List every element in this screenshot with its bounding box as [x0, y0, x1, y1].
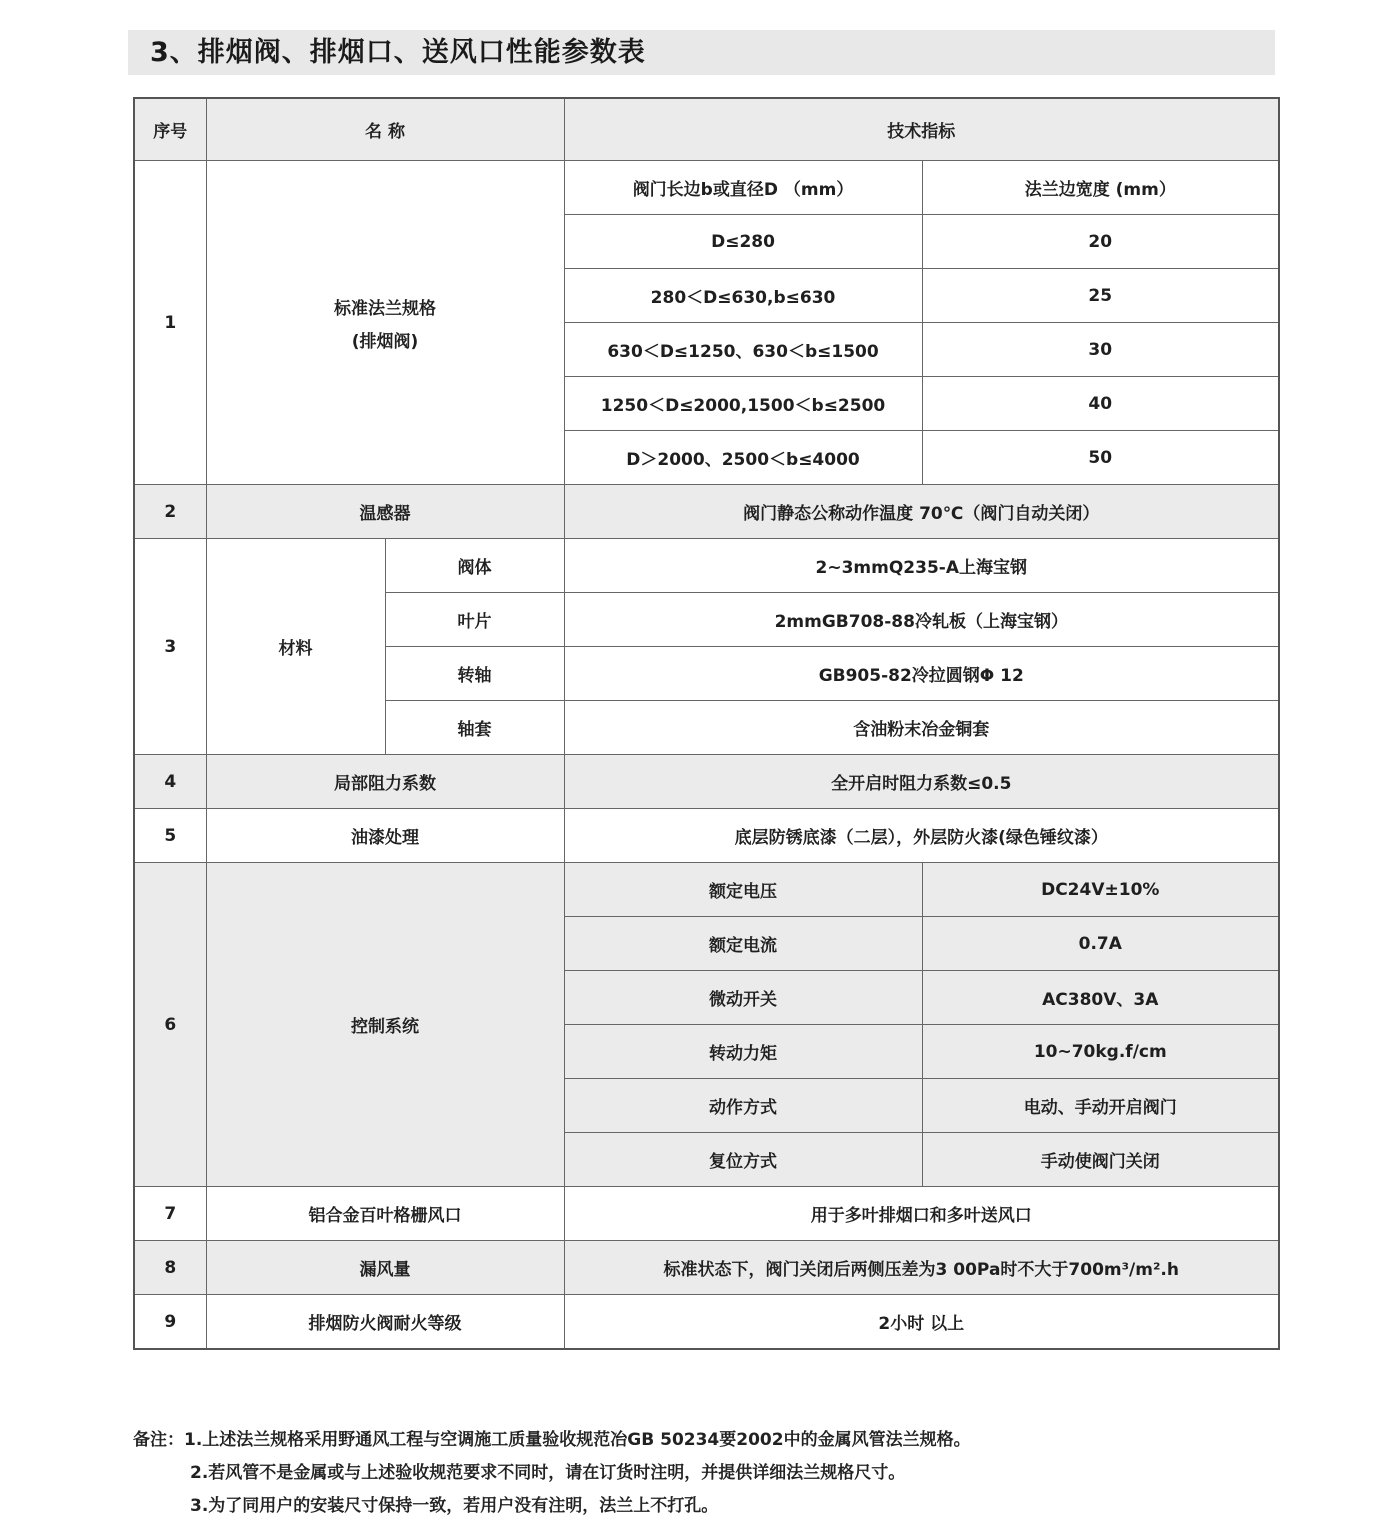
row-name: 温感器 — [206, 485, 564, 539]
flange-width: 40 — [922, 377, 1279, 431]
section-title-bar — [128, 30, 1275, 75]
control-param: 动作方式 — [564, 1079, 922, 1133]
subheader-width: 法兰边宽度 (mm） — [922, 161, 1279, 215]
row-name: 排烟防火阀耐火等级 — [206, 1295, 564, 1350]
material-part: 阀体 — [385, 539, 564, 593]
material-part: 转轴 — [385, 647, 564, 701]
note-text: 1.上述法兰规格采用野通风工程与空调施工质量验收规范冶GB 50234要2002中的金属风管法兰规格。 — [184, 1430, 971, 1450]
control-value: 手动使阀门关闭 — [922, 1133, 1279, 1187]
notes-label: 备注： — [133, 1430, 184, 1450]
row-name-line1: 标准法兰规格 — [334, 298, 436, 319]
flange-width: 20 — [922, 215, 1279, 269]
material-part: 叶片 — [385, 593, 564, 647]
control-value: AC380V、3A — [922, 971, 1279, 1025]
table-row — [134, 161, 1279, 215]
row-name — [206, 161, 564, 485]
flange-width: 50 — [922, 431, 1279, 485]
material-spec: 2mmGB708-88冷轧板（上海宝钢） — [564, 593, 1279, 647]
row-name: 控制系统 — [206, 863, 564, 1187]
material-spec: 2~3mmQ235-A上海宝钢 — [564, 539, 1279, 593]
table-row — [134, 1241, 1279, 1295]
control-value: 电动、手动开启阀门 — [922, 1079, 1279, 1133]
row-name-line2: (排烟阀) — [351, 331, 419, 352]
table-row — [134, 863, 1279, 917]
material-part: 轴套 — [385, 701, 564, 755]
row-spec: 阀门静态公称动作温度 70℃（阀门自动关闭） — [564, 485, 1279, 539]
material-spec: GB905-82冷拉圆钢Φ 12 — [564, 647, 1279, 701]
row-no: 6 — [134, 863, 206, 1187]
control-value: DC24V±10% — [922, 863, 1279, 917]
row-spec: 用于多叶排烟口和多叶送风口 — [564, 1187, 1279, 1241]
flange-range: 280＜D≤630,b≤630 — [564, 269, 922, 323]
flange-range: 630＜D≤1250、630＜b≤1500 — [564, 323, 922, 377]
note-2: 2.若风管不是金属或与上述验收规范要求不同时，请在订货时注明，并提供详细法兰规格尺寸。 — [190, 1463, 906, 1483]
row-spec: 全开启时阻力系数≤0.5 — [564, 755, 1279, 809]
notes-section — [133, 1424, 971, 1523]
control-param: 转动力矩 — [564, 1025, 922, 1079]
flange-width: 30 — [922, 323, 1279, 377]
row-name: 铝合金百叶格栅风口 — [206, 1187, 564, 1241]
performance-parameter-table — [133, 97, 1280, 1350]
flange-range: 1250＜D≤2000,1500＜b≤2500 — [564, 377, 922, 431]
table-row — [134, 1187, 1279, 1241]
row-name: 油漆处理 — [206, 809, 564, 863]
control-param: 复位方式 — [564, 1133, 922, 1187]
row-no: 4 — [134, 755, 206, 809]
row-no: 2 — [134, 485, 206, 539]
control-param: 额定电流 — [564, 917, 922, 971]
note-3: 3.为了同用户的安装尺寸保持一致，若用户没有注明，法兰上不打孔。 — [190, 1496, 719, 1516]
row-no: 8 — [134, 1241, 206, 1295]
header-name: 名 称 — [206, 98, 564, 161]
row-name: 漏风量 — [206, 1241, 564, 1295]
row-no: 9 — [134, 1295, 206, 1350]
table-header-row — [134, 98, 1279, 161]
table-row — [134, 539, 1279, 593]
row-no: 3 — [134, 539, 206, 755]
control-value: 0.7A — [922, 917, 1279, 971]
row-spec: 底层防锈底漆（二层），外层防火漆(绿色锤纹漆） — [564, 809, 1279, 863]
header-spec: 技术指标 — [564, 98, 1279, 161]
control-value: 10~70kg.f/cm — [922, 1025, 1279, 1079]
row-no: 1 — [134, 161, 206, 485]
table-row — [134, 1295, 1279, 1350]
material-spec: 含油粉末冶金铜套 — [564, 701, 1279, 755]
control-param: 微动开关 — [564, 971, 922, 1025]
row-spec: 2小时 以上 — [564, 1295, 1279, 1350]
table-row — [134, 485, 1279, 539]
header-no: 序号 — [134, 98, 206, 161]
note-1 — [133, 1424, 971, 1457]
subheader-range: 阀门长边b或直径D （mm） — [564, 161, 922, 215]
row-spec: 标准状态下，阀门关闭后两侧压差为3 00Pa时不大于700m³/m².h — [564, 1241, 1279, 1295]
row-name: 材料 — [206, 539, 385, 755]
row-no: 5 — [134, 809, 206, 863]
table-row — [134, 809, 1279, 863]
section-title: 3、排烟阀、排烟口、送风口性能参数表 — [150, 37, 646, 68]
control-param: 额定电压 — [564, 863, 922, 917]
flange-width: 25 — [922, 269, 1279, 323]
flange-range: D＞2000、2500＜b≤4000 — [564, 431, 922, 485]
table-row — [134, 755, 1279, 809]
flange-range: D≤280 — [564, 215, 922, 269]
row-no: 7 — [134, 1187, 206, 1241]
row-name: 局部阻力系数 — [206, 755, 564, 809]
